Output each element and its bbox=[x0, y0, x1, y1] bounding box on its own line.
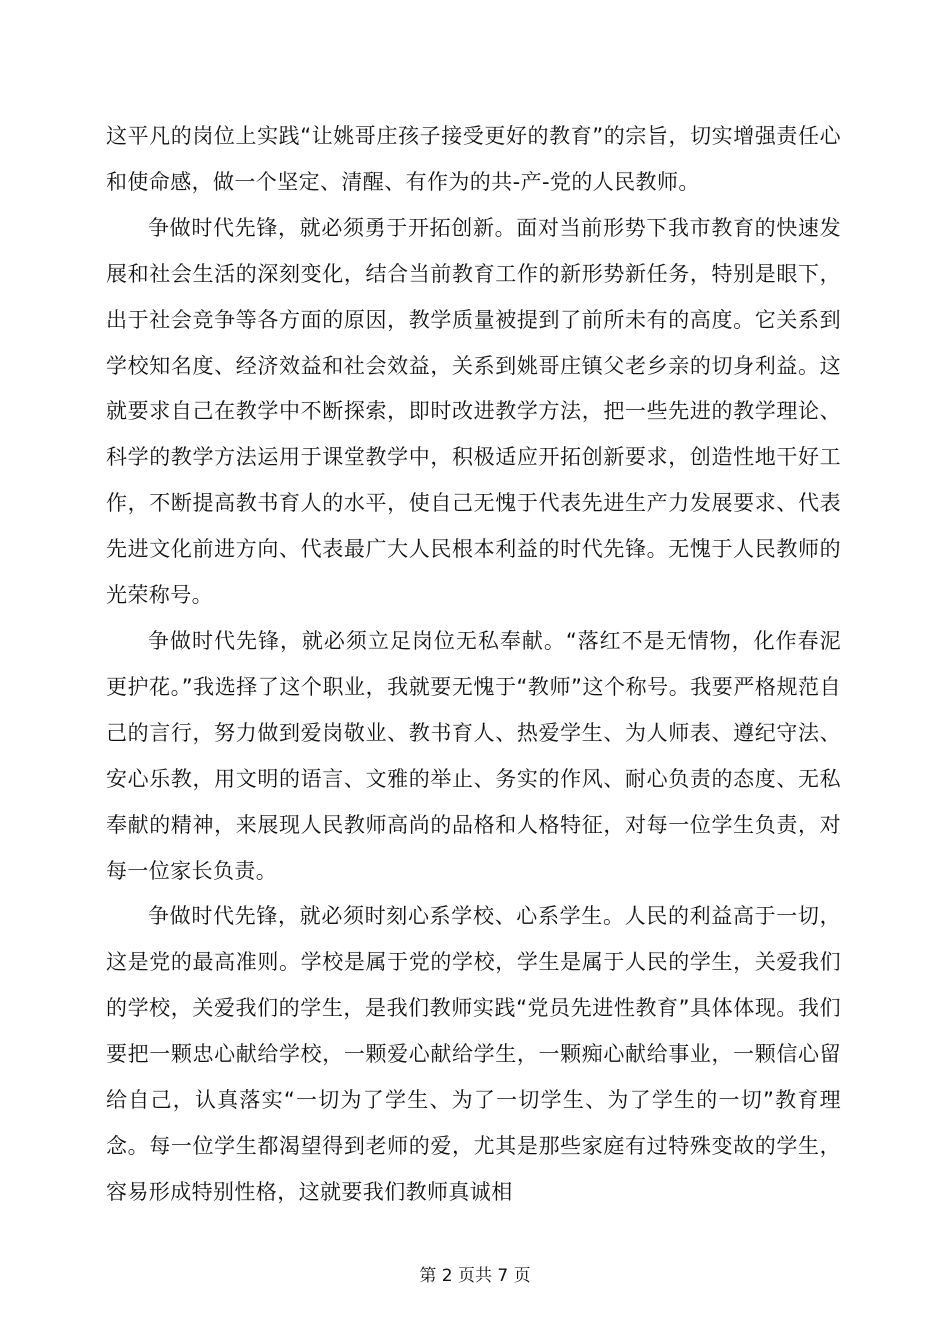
paragraph-innovation: 争做时代先锋，就必须勇于开拓创新。面对当前形势下我市教育的快速发展和社会生活的深刻变化，结合当前教育工作的新形势新任务，特别是眼下，出于社会竞争等各方面的原因，教学质量被提到了前所未有的高度。它关系到学校知名度、经济效益和社会效益，关系到姚哥庄镇父老乡亲的切身利益。这就要求自己在教学中不断探索，即时改进教学方法，把一些先进的教学理论、科学的教学方法运用于课堂教学中，积极适应开拓创新要求，创造性地干好工作，不断提高教书育人的水平，使自己无愧于代表先进生产力发展要求、代表先进文化前进方向、代表最广大人民根本利益的时代先锋。无愧于人民教师的光荣称号。 bbox=[106, 215, 841, 608]
paragraph-continuation: 这平凡的岗位上实践“让姚哥庄孩子接受更好的教育”的宗旨，切实增强责任心和使命感，做一个坚定、清醒、有作为的共-产-党的人民教师。 bbox=[106, 124, 841, 194]
paragraph-dedication: 争做时代先锋，就必须立足岗位无私奉献。“落红不是无情物，化作春泥更护花。”我选择了这个职业，我就要无愧于“教师”这个称号。我要严格规范自己的言行，努力做到爱岗敬业、教书育人、热爱学生、为人师表、遵纪守法、安心乐教，用文明的语言、文雅的举止、务实的作风、耐心负责的态度、无私奉献的精神，来展现人民教师高尚的品格和人格特征，对每一位学生负责，对每一位家长负责。 bbox=[106, 628, 841, 883]
body-text bbox=[106, 114, 841, 1216]
paragraph-care-for-students: 争做时代先锋，就必须时刻心系学校、心系学生。人民的利益高于一切，这是党的最高准则。学校是属于党的学校，学生是属于人民的学生，关爱我们的学校，关爱我们的学生，是我们教师实践“党员先进性教育”具体体现。我们要把一颗忠心献给学校，一颗爱心献给学生，一颗痴心献给事业，一颗信心留给自己，认真落实“一切为了学生、为了一切学生、为了学生的一切”教育理念。每一位学生都渴望得到老师的爱，尤其是那些家庭有过特殊变故的学生，容易形成特别性格，这就要我们教师真诚相 bbox=[106, 904, 841, 1204]
page-number-footer: 第 2 页共 7 页 bbox=[419, 1266, 531, 1286]
